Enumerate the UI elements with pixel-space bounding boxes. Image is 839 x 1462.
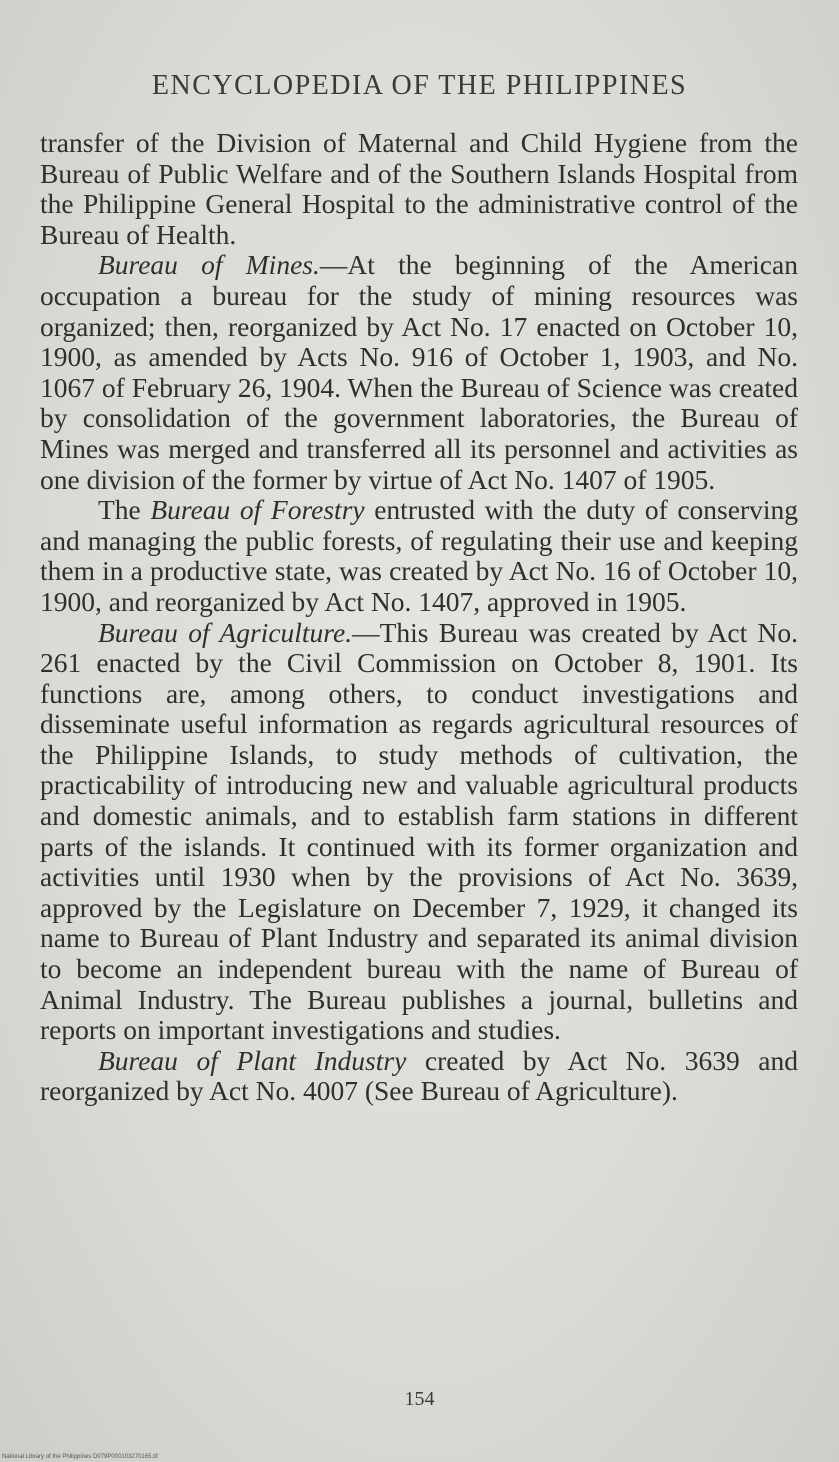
paragraph-text: transfer of the Division of Maternal and Child Hygiene from the Bureau of Public Welfare and of the Southern Islands Hospital from the Philippine General Hospital to the administrative control of the Bureau of Health. <box>40 127 798 250</box>
italic-heading: Bureau of Forestry <box>150 494 365 526</box>
body-text <box>40 128 798 1107</box>
paragraph-text: entrusted with the duty of conserving and managing the public forests, of regulating their use and keeping them in a productive state, was created by Act No. 16 of October 10, 1900, and reorganized by Act No. 1407, approved in 1905. <box>40 494 799 617</box>
paragraph-text: created by Act No. 3639 and reorganized by Act No. 4007 (See Bureau of Agriculture). <box>40 1044 798 1107</box>
paragraph <box>40 250 798 495</box>
italic-heading: Bureau of Mines. <box>98 249 320 281</box>
running-header: ENCYCLOPEDIA OF THE PHILIPPINES <box>151 70 688 101</box>
paragraph-text: The <box>98 494 151 526</box>
page-number: 154 <box>404 1388 435 1410</box>
paragraph <box>40 618 798 1046</box>
italic-heading: Bureau of Plant Industry <box>98 1044 407 1076</box>
paragraph <box>40 1046 798 1107</box>
paragraph-text: —At the beginning of the American occupation a bureau for the study of mining resources was organized; then, reorganized by Act No. 17 enacted on October 10, 1900, as amended by Acts No. 916 of October 1, 1903, and No. 1067 of February 26, 1904. When the Bureau of Science was created by consolidation of the government laboratories, the Bureau of Mines was merged and transferred all its personnel and activities as one division of the former by virtue of Act No. 1407 of 1905. <box>40 249 798 495</box>
paragraph <box>40 128 798 250</box>
paragraph-text: —This Bureau was created by Act No. 261 enacted by the Civil Commission on October 8, 1901. Its functions are, among others, to conduct investigations and disseminate useful information as regards agricultural resources of the Philippine Islands, to study methods of cultivation, the practicability of introducing new and valuable agricultural products and domestic animals, and to establish farm stations in different parts of the islands. It continued with its former organization and activities until 1930 when by the provisions of Act No. 3639, approved by the Legislature on December 7, 1929, it changed its name to Bureau of Plant Industry and separated its animal division to become an independent bureau with the name of Bureau of Animal Industry. The Bureau publishes a journal, bulletins and reports on important investigations and studies. <box>40 616 798 1046</box>
italic-heading: Bureau of Agriculture. <box>98 616 353 648</box>
scan-credit: National Library of the Philippines D079P000103270165.tif <box>2 1454 158 1460</box>
paragraph <box>40 495 798 617</box>
